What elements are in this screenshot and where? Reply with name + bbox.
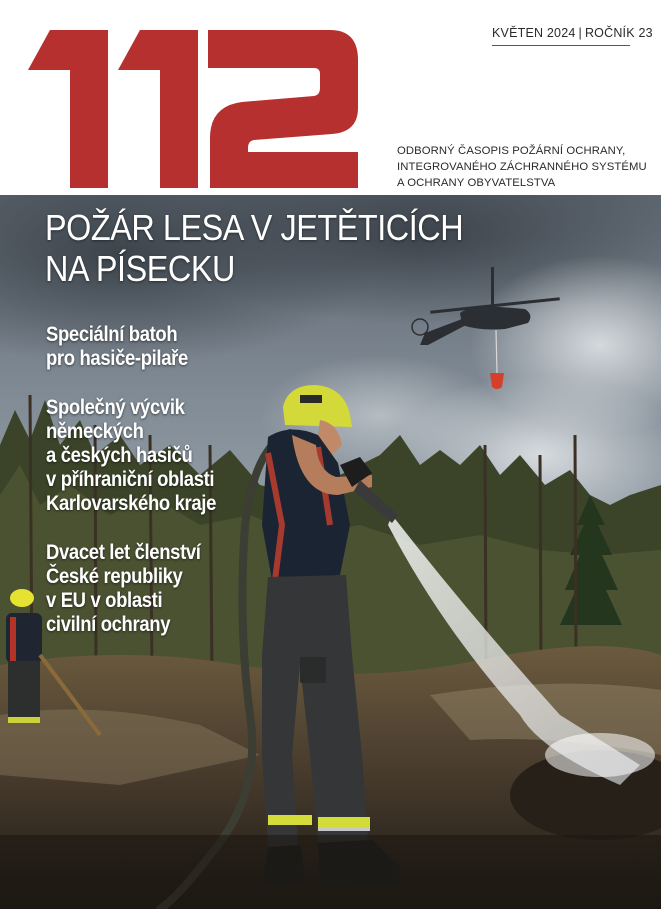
teaser-line: pro hasiče-pilaře	[46, 347, 188, 370]
teaser-line: civilní ochrany	[46, 613, 171, 636]
teaser-line: České republiky	[46, 565, 183, 588]
issue-underline	[492, 45, 630, 46]
tagline	[397, 143, 657, 191]
tagline-line: ODBORNÝ ČASOPIS POŽÁRNÍ OCHRANY,	[397, 145, 626, 157]
teaser-line: Speciální batoh	[46, 323, 178, 346]
issue-info	[492, 26, 653, 40]
teaser-line: německých	[46, 420, 144, 443]
magazine-logo	[28, 30, 358, 188]
teaser-line: a českých hasičů	[46, 444, 193, 467]
teaser-line: Dvacet let členství	[46, 541, 201, 564]
teaser-line: Společný výcvik	[46, 396, 185, 419]
teaser-eu-membership	[46, 541, 201, 637]
teaser-line: Karlovarského kraje	[46, 492, 217, 515]
issue-volume: ROČNÍK 23	[584, 26, 653, 40]
headline-line: POŽÁR LESA V JETĚTICÍCH	[45, 207, 464, 248]
headline-line: NA PÍSECKU	[45, 248, 235, 289]
issue-date: KVĚTEN 2024	[492, 26, 576, 40]
issue-separator: |	[578, 26, 582, 40]
teaser-line: v EU v oblasti	[46, 589, 163, 612]
teaser-backpack	[46, 323, 188, 371]
teaser-joint-training	[46, 396, 216, 516]
tagline-line: INTEGROVANÉHO ZÁCHRANNÉHO SYSTÉMU	[397, 161, 647, 173]
cover-headline	[45, 207, 463, 289]
masthead	[0, 0, 661, 195]
teaser-line: v příhraniční oblasti	[46, 468, 215, 491]
tagline-line: A OCHRANY OBYVATELSTVA	[397, 177, 556, 189]
